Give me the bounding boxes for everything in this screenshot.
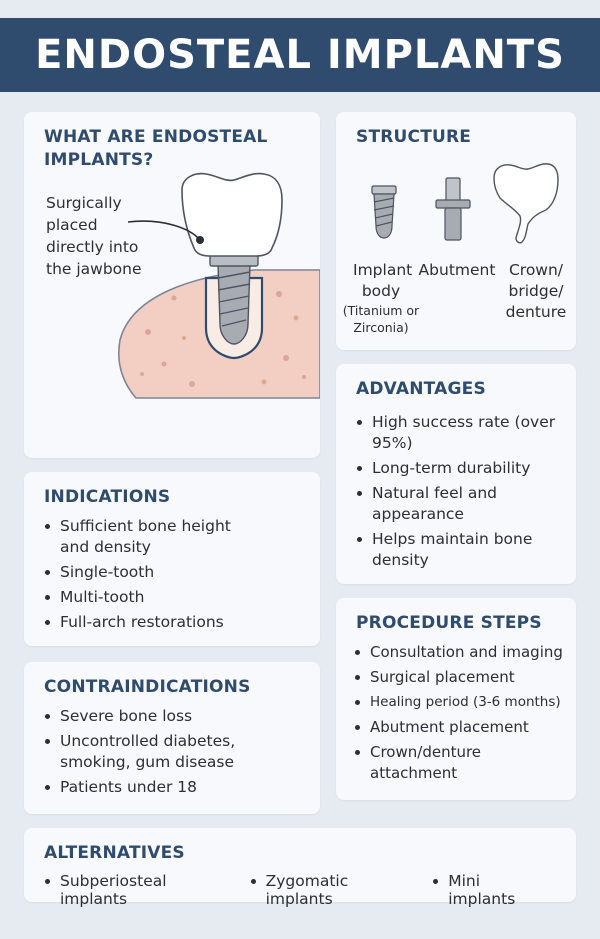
list-item: Zygomatic implants xyxy=(250,872,415,908)
list-item: Single-tooth xyxy=(44,562,260,583)
implant-body-sub: (Titanium or Zirconia) xyxy=(342,303,420,335)
list-item: Sufficient bone height and density xyxy=(44,516,260,558)
structure-abutment xyxy=(418,260,496,281)
list-item: Patients under 18 xyxy=(44,777,308,798)
implant-body-label: Implant body xyxy=(353,261,413,300)
list-item: Uncontrolled diabetes, smoking, gum disease xyxy=(44,731,308,773)
what-description: Surgically placed directly into the jawbone xyxy=(46,194,142,278)
what-card xyxy=(24,112,320,458)
list-item: Consultation and imaging xyxy=(354,642,572,663)
structure-implant-body xyxy=(338,260,424,336)
list-item: Abutment placement xyxy=(354,717,572,738)
structure-crown xyxy=(498,260,574,323)
list-item: Helps maintain bone density xyxy=(356,529,564,571)
list-item: Severe bone loss xyxy=(44,706,308,727)
contraindications-list xyxy=(44,706,308,802)
advantages-heading: ADVANTAGES xyxy=(356,379,486,399)
alternatives-heading: ALTERNATIVES xyxy=(44,843,185,863)
procedure-list xyxy=(354,642,572,788)
indications-card xyxy=(24,472,320,646)
list-item: Full-arch restorations xyxy=(44,612,260,633)
implant-body-icon xyxy=(372,186,396,238)
list-item: Natural feel and appearance xyxy=(356,483,564,525)
alternatives-list xyxy=(44,872,566,908)
list-item: Subperiosteal implants xyxy=(44,872,232,908)
list-item: High success rate (over 95%) xyxy=(356,412,564,454)
implant-illustration xyxy=(24,112,320,458)
list-item: Surgical placement xyxy=(354,667,572,688)
what-heading: WHAT ARE ENDOSTEAL IMPLANTS? xyxy=(44,127,268,170)
advantages-card xyxy=(336,364,576,584)
crown-icon xyxy=(494,164,558,243)
list-item: Healing period (3-6 months) xyxy=(354,692,572,713)
crown-label: Crown/ bridge/ denture xyxy=(505,261,567,321)
page-title: ENDOSTEAL IMPLANTS xyxy=(35,32,565,78)
implant-screw xyxy=(218,264,250,344)
procedure-card xyxy=(336,598,576,800)
list-item: Crown/denture attachment xyxy=(354,742,572,784)
alternatives-card xyxy=(24,828,576,908)
advantages-list xyxy=(356,412,564,575)
indications-heading: INDICATIONS xyxy=(44,487,171,507)
abutment-label: Abutment xyxy=(418,261,496,279)
list-item: Mini implants xyxy=(432,872,548,908)
list-item: Multi-tooth xyxy=(44,587,260,608)
abutment-icon xyxy=(436,178,470,240)
procedure-heading: PROCEDURE STEPS xyxy=(356,613,542,633)
structure-card xyxy=(336,112,576,350)
structure-heading: STRUCTURE xyxy=(356,127,472,147)
indications-list xyxy=(44,516,260,637)
contraindications-card xyxy=(24,662,320,814)
contraindications-heading: CONTRAINDICATIONS xyxy=(44,677,251,697)
list-item: Long-term durability xyxy=(356,458,564,479)
crown-shape xyxy=(182,174,282,256)
title-banner xyxy=(0,18,600,92)
